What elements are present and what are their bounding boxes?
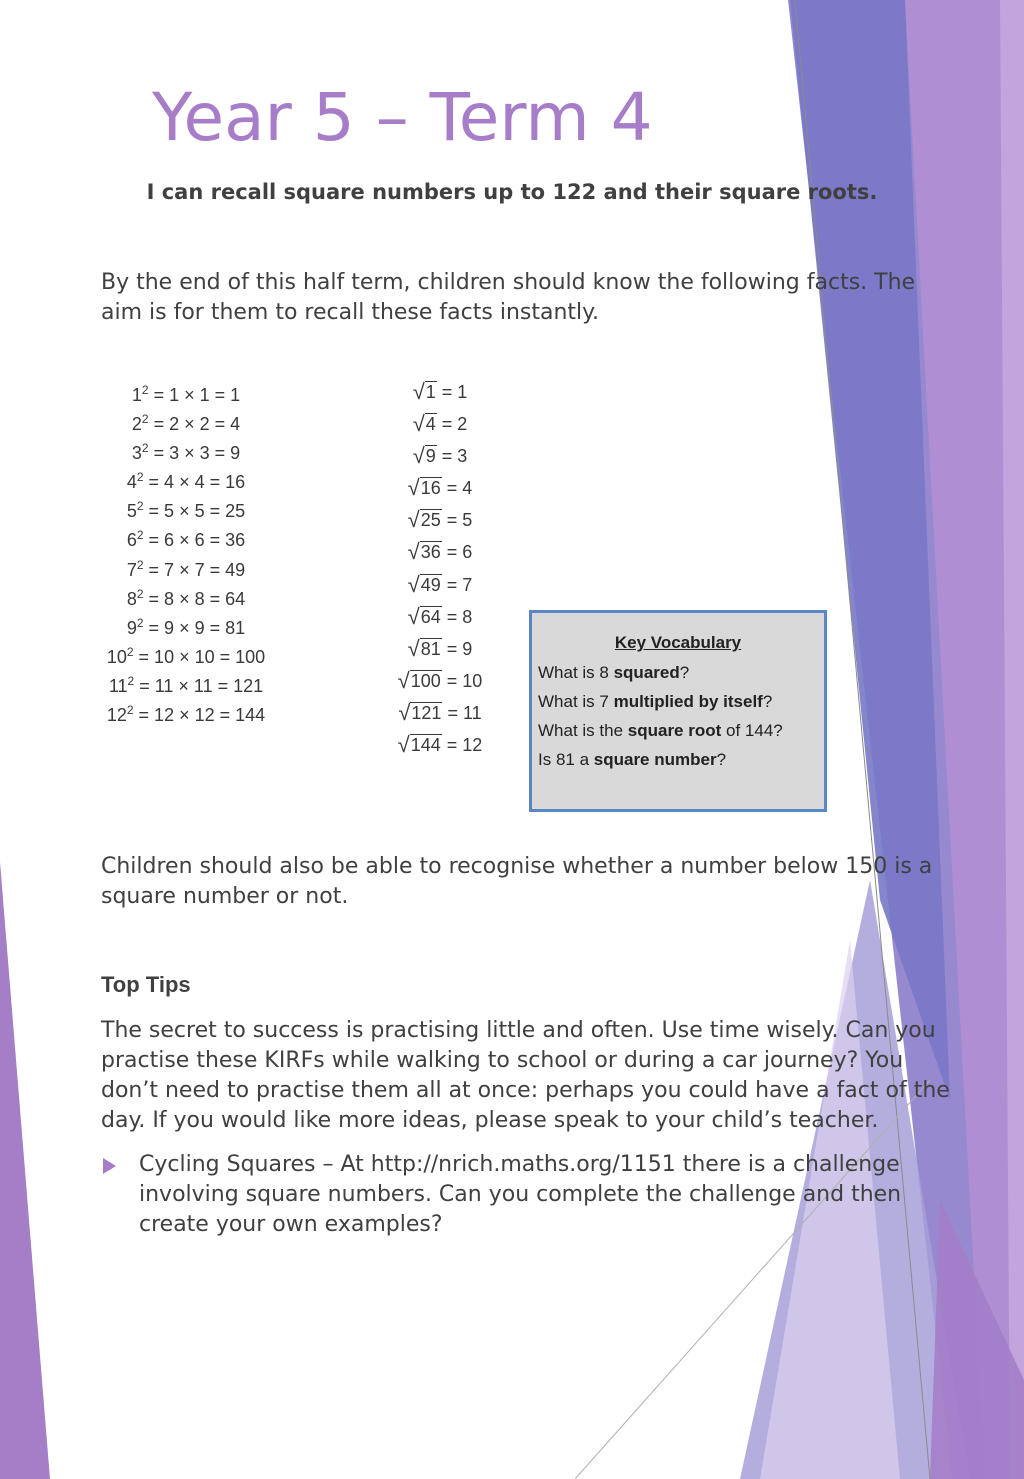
- vocab-question: What is the square root of 144?: [538, 721, 783, 740]
- radical-sign-icon: √: [407, 603, 420, 629]
- square-root-fact: √36 = 6: [407, 539, 473, 565]
- square-root-fact: √121 = 11: [398, 699, 482, 725]
- square-fact: $5^2 = 5 \times 5 = 25$: [126, 499, 246, 522]
- top-tips-heading: Top Tips: [101, 972, 191, 997]
- square-fact: $6^2 = 6 \times 6 = 36$: [126, 528, 246, 551]
- square-root-fact: √144 = 12: [397, 732, 483, 758]
- radical-sign-icon: √: [397, 732, 410, 758]
- intro-paragraph: By the end of this half term, children should know the following facts. The aim is for them to recall these facts instantly.: [101, 270, 916, 325]
- radical-sign-icon: √: [412, 379, 425, 404]
- key-vocabulary-heading: Key Vocabulary: [614, 633, 742, 652]
- square-fact: $3^2 = 3 \times 3 = 9$: [131, 441, 241, 464]
- left-purple-stripe: [0, 862, 50, 1479]
- square-root-fact: √81 = 9: [407, 635, 473, 661]
- square-root-fact: √4 = 2: [412, 411, 468, 437]
- square-fact: $11^2 = 11 \times 11 = 121$: [108, 673, 264, 696]
- page-title: Year 5 – Term 4: [152, 79, 653, 156]
- square-fact: $9^2 = 9 \times 9 = 81$: [126, 615, 246, 638]
- cycling-squares-bullet: [101, 1150, 931, 1240]
- radical-sign-icon: √: [407, 475, 420, 501]
- square-fact: $2^2 = 2 \times 2 = 4$: [131, 412, 241, 435]
- cycling-squares-text: Cycling Squares – At http://nrich.maths.org/1151 there is a challenge involving square numbers. Can you complete the challenge and then create your own examples?: [139, 1152, 902, 1237]
- vocab-question: Is 81 a square number?: [538, 750, 727, 769]
- triangle-bullet-icon: [103, 1158, 116, 1174]
- radical-sign-icon: √: [407, 571, 420, 597]
- square-root-fact: √64 = 8: [407, 603, 473, 629]
- radical-sign-icon: √: [412, 443, 425, 469]
- square-root-fact: √49 = 7: [407, 571, 473, 597]
- vocab-question: What is 8 squared?: [538, 663, 690, 682]
- square-fact: $12^2 = 12 \times 12 = 144$: [106, 703, 266, 726]
- key-vocabulary-box: [529, 610, 827, 812]
- recognise-paragraph: Children should also be able to recognise whether a number below 150 is a square number or not.: [101, 854, 933, 909]
- square-fact: $10^2 = 10 \times 10 = 100$: [106, 644, 266, 667]
- vocab-question: What is 7 multiplied by itself?: [538, 692, 773, 711]
- square-root-fact: √100 = 10: [397, 667, 483, 693]
- square-fact: $1^2 = 1 \times 1 = 1$: [131, 383, 241, 405]
- radical-sign-icon: √: [398, 699, 411, 725]
- radical-sign-icon: √: [407, 507, 420, 533]
- square-root-fact: √9 = 3: [412, 443, 468, 469]
- radical-sign-icon: √: [407, 635, 420, 661]
- square-root-fact: √25 = 5: [407, 507, 473, 533]
- square-fact: $7^2 = 7 \times 7 = 49$: [126, 557, 246, 580]
- square-root-fact: √16 = 4: [407, 475, 473, 501]
- square-facts-list: [96, 376, 276, 725]
- square-fact: $8^2 = 8 \times 8 = 64$: [126, 586, 246, 609]
- square-root-facts-list: [385, 376, 495, 761]
- radical-sign-icon: √: [412, 411, 425, 437]
- top-tips-paragraph: The secret to success is practising little and often. Use time wisely. Can you practise these KIRFs while walking to school or during a car journey? You don’t need to practise them all at once: perhaps you could have a fact of the day. If you would like more ideas, please speak to your child’s teacher.: [101, 1018, 950, 1133]
- learning-objective: I can recall square numbers up to 122 and their square roots.: [146, 180, 878, 204]
- radical-sign-icon: √: [407, 539, 420, 565]
- square-root-fact: √1 = 1: [412, 379, 468, 404]
- square-fact: $4^2 = 4 \times 4 = 16$: [126, 470, 246, 493]
- radical-sign-icon: √: [397, 667, 410, 693]
